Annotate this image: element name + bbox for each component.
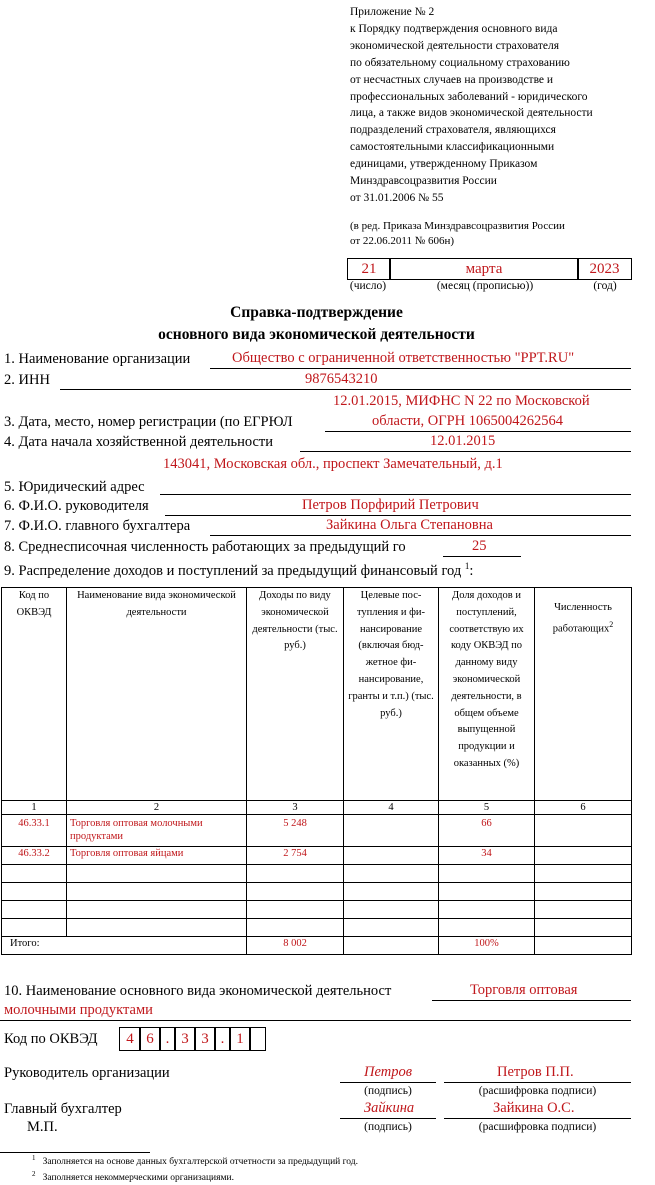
- date-year-box: [577, 258, 632, 280]
- distribution-label: [4, 561, 473, 580]
- distribution-table: [1, 587, 632, 955]
- col-number: 5: [439, 801, 535, 815]
- reg-value-line1: 12.01.2015, МИФНС N 22 по Московской: [333, 393, 590, 409]
- reg-label: 3. Дата, место, номер регистрации (по ЕГРЮЛ: [4, 414, 293, 430]
- inn-underline: [60, 389, 631, 390]
- director-label: 6. Ф.И.О. руководителя: [4, 498, 149, 514]
- org-name-value: Общество с ограниченной ответственностью "PPT.RU": [232, 350, 575, 366]
- date-month: марта: [465, 261, 503, 277]
- date-month-box: [389, 258, 579, 280]
- okved-label: Код по ОКВЭД: [4, 1031, 98, 1047]
- distribution-text: 9. Распределение доходов и поступлений за предыдущий финансовый год: [4, 562, 462, 579]
- okved-char-box: 3: [174, 1027, 196, 1051]
- accountant-name: Зайкина О.С.: [493, 1100, 575, 1116]
- appendix-line: от несчастных случаев на производстве и: [350, 73, 554, 86]
- table-header-row: [2, 588, 632, 801]
- headcount-label: 8. Среднесписочная численность работающих за предыдущий го: [4, 539, 406, 555]
- director-name-caption: (расшифровка подписи): [478, 1085, 597, 1097]
- address-underline: [160, 494, 631, 495]
- cell-activity: Торговля оптовая яйцами: [67, 847, 247, 865]
- table-row-empty: [2, 919, 632, 937]
- page-subtitle: основного вида экономической деятельности: [158, 326, 475, 343]
- cell-target: [344, 847, 439, 865]
- accountant-underline: [210, 535, 631, 536]
- start-underline: [300, 451, 631, 452]
- appendix-line: лица, а также видов экономической деятельности: [350, 107, 593, 120]
- main-activity-underline: [432, 1000, 631, 1001]
- director-name-line: [444, 1082, 631, 1083]
- appendix-line: самостоятельными классификационными: [350, 141, 555, 154]
- table-row-empty: [2, 901, 632, 919]
- footnote-1: $^1$ Заполняется на основе данных бухгалтерской отчетности за предыдущий год.: [32, 1154, 358, 1168]
- header-income: Доходы по виду экономической деятельности (тыс. руб.): [247, 588, 344, 801]
- accountant-name-line: [444, 1118, 631, 1119]
- cell-income: 5 248: [247, 815, 344, 847]
- headcount-underline: [443, 556, 521, 557]
- org-name-label: 1. Наименование организации: [4, 351, 191, 367]
- director-sign-label: Руководитель организации: [4, 1065, 170, 1081]
- director-name: Петров П.П.: [497, 1064, 574, 1080]
- col-number: 6: [535, 801, 632, 815]
- okved-char-box: 3: [194, 1027, 216, 1051]
- appendix-line: по обязательному социальному страхованию: [350, 56, 570, 69]
- main-activity-label: 10. Наименование основного вида экономической деятельност: [4, 983, 392, 999]
- appendix-line: экономической деятельности страхователя: [350, 39, 560, 52]
- stamp-mark: М.П.: [27, 1119, 58, 1135]
- okved-char-box: .: [159, 1027, 176, 1051]
- header-staff: Численность работающих$^2$: [535, 588, 632, 801]
- accountant-value: Зайкина Ольга Степановна: [326, 517, 493, 533]
- okved-char-box: 4: [119, 1027, 141, 1051]
- director-sign-line: [340, 1082, 436, 1083]
- edition-line: (в ред. Приказа Минздравсоцразвития России: [350, 220, 565, 232]
- start-value: 12.01.2015: [430, 433, 496, 449]
- reg-value-line2: области, ОГРН 1065004262564: [372, 413, 563, 429]
- total-income: 8 002: [247, 937, 344, 955]
- okved-char-box: [249, 1027, 266, 1051]
- cell-okved: 46.33.1: [2, 815, 67, 847]
- date-year-caption: (год): [593, 280, 617, 292]
- distribution-footnote-mark: 1: [464, 561, 470, 571]
- reg-underline: [325, 431, 631, 432]
- total-label: Итого:: [2, 937, 247, 955]
- date-day-caption: (число): [349, 280, 387, 292]
- address-value: 143041, Московская обл., проспект Замечательный, д.1: [163, 456, 503, 472]
- header-okved: Код по ОКВЭД: [2, 588, 67, 801]
- date-month-caption: (месяц (прописью)): [436, 280, 534, 292]
- director-signature: Петров: [364, 1064, 412, 1080]
- table-row-empty: [2, 865, 632, 883]
- director-underline: [165, 515, 631, 516]
- appendix-line: единицами, утвержденному Приказом: [350, 158, 538, 171]
- table-row-empty: [2, 883, 632, 901]
- appendix-line: подразделений страхователя, являющихся: [350, 124, 556, 137]
- cell-activity: Торговля оптовая молочными продуктами: [67, 815, 247, 847]
- appendix-line: от 31.01.2006 № 55: [350, 191, 444, 204]
- date-day: 21: [361, 261, 377, 277]
- cell-share: 66: [439, 815, 535, 847]
- col-number: 2: [67, 801, 247, 815]
- accountant-sign-label: Главный бухгалтер: [4, 1101, 122, 1117]
- column-number-row: [2, 801, 632, 815]
- start-label: 4. Дата начала хозяйственной деятельности: [4, 434, 274, 450]
- director-value: Петров Порфирий Петрович: [302, 497, 479, 513]
- cell-income: 2 754: [247, 847, 344, 865]
- okved-char-box: 6: [139, 1027, 161, 1051]
- header-target-funding: Целевые пос-тупления и фи-нансирование (включая бюд-жетное фи-нансирование, гранты и т.п.) (тыс. руб.): [344, 588, 439, 801]
- edition-note: [350, 219, 650, 248]
- main-activity-underline-2: [0, 1020, 631, 1021]
- table-row: [2, 815, 632, 847]
- appendix-line: профессиональных заболеваний - юридического: [350, 90, 588, 103]
- date-year: 2023: [589, 261, 620, 277]
- accountant-name-caption: (расшифровка подписи): [478, 1121, 597, 1133]
- appendix-header: [350, 4, 650, 207]
- main-activity-value-line1: Торговля оптовая: [470, 982, 578, 998]
- appendix-line: Приложение № 2: [350, 6, 435, 18]
- table-total-row: [2, 937, 632, 955]
- appendix-line: к Порядку подтверждения основного вида: [350, 22, 558, 35]
- main-activity-value-line2: молочными продуктами: [4, 1002, 153, 1018]
- inn-label: 2. ИНН: [4, 372, 50, 388]
- cell-okved: 46.33.2: [2, 847, 67, 865]
- cell-staff: [535, 847, 632, 865]
- distribution-colon: :: [469, 562, 474, 579]
- table-row: [2, 847, 632, 865]
- header-share: Доля доходов и поступлений, соответствую их коду ОКВЭД по данному виду экономической деятельности, в общем объеме выпущенной продукции и оказанных (%): [439, 588, 535, 801]
- edition-line: от 22.06.2011 № 606н): [350, 234, 455, 247]
- cell-share: 34: [439, 847, 535, 865]
- accountant-label: 7. Ф.И.О. главного бухгалтера: [4, 518, 191, 534]
- inn-value: 9876543210: [305, 371, 378, 387]
- accountant-sign-caption: (подпись): [364, 1121, 412, 1133]
- staff-footnote-mark: 2: [609, 619, 614, 629]
- address-label: 5. Юридический адрес: [4, 479, 145, 495]
- col-number: 1: [2, 801, 67, 815]
- col-number: 3: [247, 801, 344, 815]
- footnote-2: $^2$ Заполняется некоммерческими организациями.: [32, 1170, 234, 1184]
- org-name-underline: [210, 368, 631, 369]
- accountant-signature: Зайкина: [364, 1100, 415, 1116]
- appendix-line: Минздравсоцразвития России: [350, 175, 497, 188]
- cell-staff: [535, 815, 632, 847]
- cell-target: [344, 815, 439, 847]
- headcount-value: 25: [472, 538, 487, 554]
- header-activity-name: Наименование вида экономической деятельности: [67, 588, 247, 801]
- total-share: 100%: [439, 937, 535, 955]
- okved-char-box: .: [214, 1027, 231, 1051]
- director-sign-caption: (подпись): [364, 1085, 412, 1097]
- okved-char-box: 1: [229, 1027, 251, 1051]
- col-number: 4: [344, 801, 439, 815]
- footnote-separator: [0, 1152, 150, 1153]
- accountant-sign-line: [340, 1118, 436, 1119]
- date-day-box: [347, 258, 391, 280]
- page-title: Справка-подтверждение: [230, 304, 403, 321]
